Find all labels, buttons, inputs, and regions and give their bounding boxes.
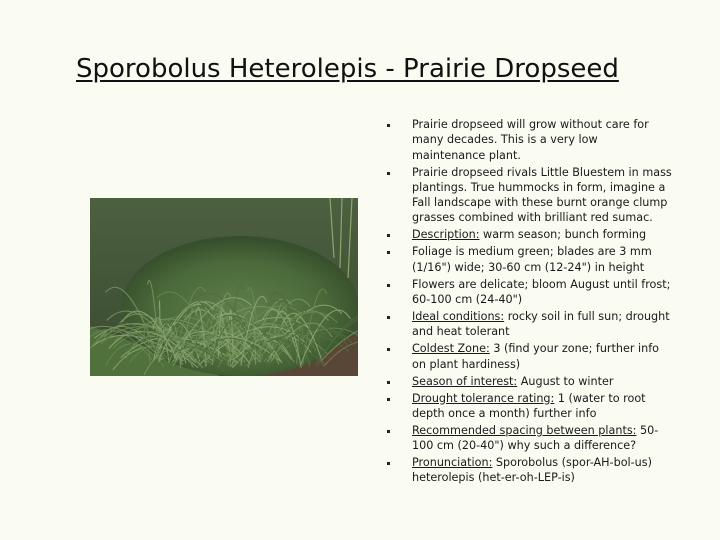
- bullet-item: [384, 391, 674, 422]
- bullet-label: Recommended spacing between plants:: [412, 423, 637, 437]
- bullet-item: [384, 341, 674, 372]
- bullet-list: [384, 117, 674, 487]
- bullet-item: [384, 374, 674, 389]
- bullet-item: [384, 455, 674, 486]
- bullet-item: [384, 244, 674, 275]
- bullet-text: Foliage is medium green; blades are 3 mm (1/16") wide; 30-60 cm (12-24") in height: [412, 245, 652, 274]
- bullet-item: [384, 117, 674, 163]
- bullet-item: [384, 227, 674, 242]
- bullet-text: August to winter: [517, 374, 614, 388]
- bullet-item: [384, 423, 674, 454]
- prairie-dropseed-image: [90, 198, 358, 376]
- bullet-item: [384, 277, 674, 308]
- bullet-text: Prairie dropseed rivals Little Bluestem in mass plantings. True hummocks in form, imagine a Fall landscape with these burnt orange clump grasses combined with brilliant red sumac.: [412, 165, 672, 225]
- bullet-text: warm season; bunch forming: [479, 228, 647, 242]
- bullet-label: Drought tolerance rating:: [412, 391, 555, 405]
- bullet-label: Description:: [412, 228, 480, 242]
- bullet-label: Ideal conditions:: [412, 310, 505, 323]
- bullet-text: 1 (water to root depth once a month) further info: [412, 391, 646, 420]
- bullet-text: 3 (find your zone; further info on plant hardiness): [412, 342, 660, 371]
- bullet-label: Coldest Zone:: [412, 342, 490, 356]
- bullet-text: Flowers are delicate; bloom August until frost; 60-100 cm (24-40"): [412, 277, 671, 307]
- bullet-text: rocky soil in full sun; drought and heat tolerant: [412, 310, 670, 339]
- bullet-label: Season of interest:: [412, 374, 518, 388]
- bullet-label: Pronunciation:: [412, 456, 493, 470]
- bullet-text: Sporobolus (spor-AH-bol-us) heterolepis (het-er-oh-LEP-is): [412, 456, 652, 485]
- bullet-text: 50-100 cm (20-40") why such a difference?: [412, 423, 659, 453]
- bullet-item: [384, 309, 674, 340]
- bullet-text: Prairie dropseed will grow without care for many decades. This is a very low maintenance plant.: [412, 118, 649, 162]
- bullet-item: [384, 165, 674, 226]
- plant-photo: [90, 198, 358, 376]
- slide-title: Sporobolus Heterolepis - Prairie Dropseed: [76, 54, 619, 84]
